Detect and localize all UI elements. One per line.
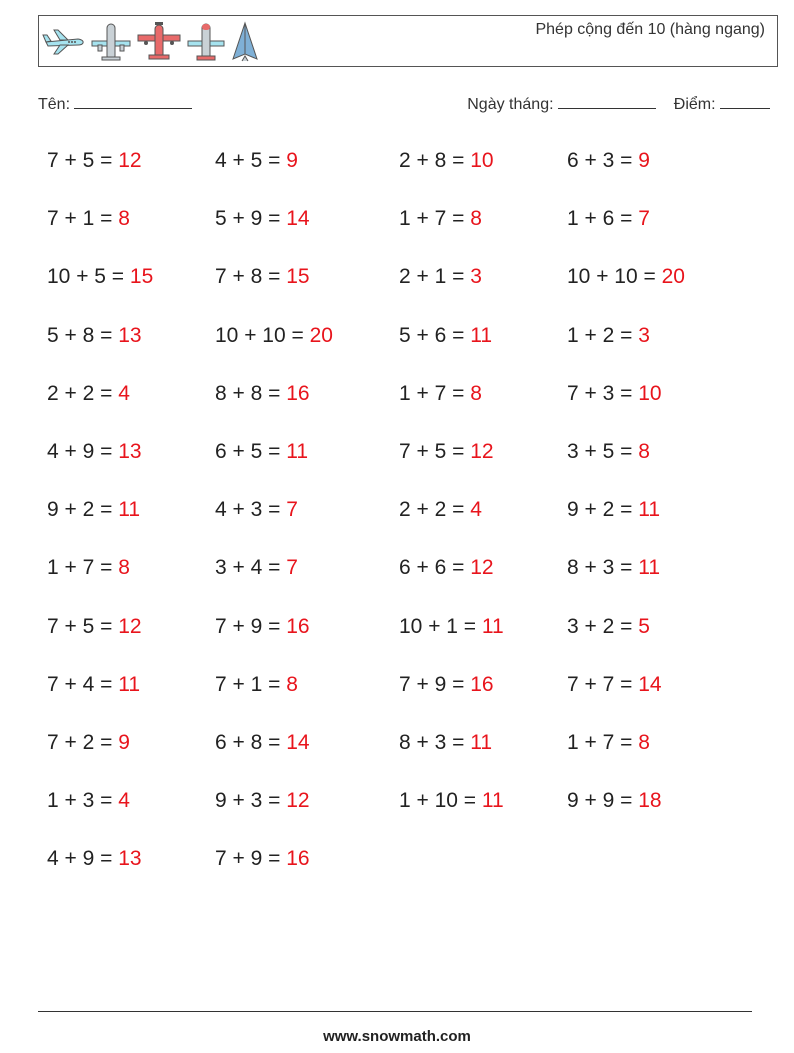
problem-equation: 7 + 9 = (399, 672, 471, 696)
problem-equation: 10 + 10 = (567, 265, 662, 289)
problem-answer: 8 (470, 381, 482, 405)
problem-equation: 5 + 8 = (47, 323, 119, 347)
problem-equation: 9 + 9 = (567, 789, 639, 813)
problem-item (399, 789, 504, 813)
problem-equation: 7 + 1 = (47, 207, 119, 231)
problem-equation: 7 + 4 = (47, 672, 119, 696)
problem-answer: 11 (481, 789, 504, 813)
date-blank (558, 94, 656, 109)
problem-answer: 8 (286, 672, 298, 696)
problem-answer: 11 (118, 498, 141, 522)
problem-item (399, 498, 482, 522)
problem-item (215, 789, 310, 813)
problem-item (567, 498, 660, 522)
problem-answer: 14 (286, 207, 310, 231)
problem-equation: 8 + 3 = (567, 556, 639, 580)
problem-item (47, 498, 140, 522)
problem-answer: 7 (286, 556, 298, 580)
problem-item (399, 207, 482, 231)
problem-equation: 8 + 3 = (399, 731, 471, 754)
problem-equation: 3 + 2 = (567, 614, 639, 638)
problem-answer: 4 (118, 789, 130, 813)
problem-answer: 7 (286, 498, 298, 522)
problem-item (399, 265, 482, 289)
problem-equation: 5 + 6 = (399, 323, 471, 347)
problem-equation: 4 + 9 = (47, 847, 119, 871)
problem-answer: 11 (638, 556, 661, 580)
problem-equation: 10 + 5 = (47, 265, 130, 289)
problem-item (215, 382, 310, 406)
airplane-icon (136, 21, 182, 63)
problem-equation: 10 + 1 = (399, 614, 482, 638)
problem-item (47, 382, 130, 406)
problem-item (215, 324, 333, 348)
problem-item (215, 440, 308, 464)
problem-equation: 2 + 2 = (399, 498, 471, 522)
problem-answer: 8 (638, 440, 650, 463)
problem-answer: 7 (638, 207, 650, 231)
problem-equation: 1 + 2 = (567, 323, 639, 347)
problem-item (567, 789, 662, 813)
problem-item (399, 324, 492, 348)
problem-equation: 7 + 5 = (399, 440, 471, 463)
problem-equation: 7 + 3 = (567, 381, 639, 405)
problem-answer: 13 (118, 440, 142, 463)
problem-equation: 2 + 1 = (399, 265, 471, 289)
problem-item (215, 731, 310, 755)
problem-answer: 9 (118, 731, 130, 754)
icon-strip (42, 21, 260, 63)
problem-equation: 3 + 5 = (567, 440, 639, 463)
problem-item (567, 440, 650, 464)
problem-answer: 12 (118, 614, 142, 638)
problem-equation: 4 + 3 = (215, 498, 287, 522)
problem-answer: 16 (470, 672, 494, 696)
problem-answer: 11 (118, 672, 141, 696)
header-box (38, 15, 778, 67)
problem-equation: 1 + 10 = (399, 789, 482, 813)
problem-equation: 10 + 10 = (215, 323, 310, 347)
problem-item (399, 556, 494, 580)
problem-item (567, 207, 650, 231)
problem-item (47, 324, 142, 348)
name-blank (74, 94, 192, 109)
problem-answer: 18 (638, 789, 662, 813)
worksheet-title: Phép cộng đến 10 (hàng ngang) (535, 21, 765, 38)
problem-equation: 7 + 5 = (47, 149, 119, 172)
problem-answer: 12 (118, 149, 142, 172)
problem-equation: 7 + 5 = (47, 614, 119, 638)
problem-equation: 2 + 2 = (47, 381, 119, 405)
problem-answer: 4 (118, 381, 130, 405)
problem-item (567, 673, 662, 697)
problem-item (47, 789, 130, 813)
problem-answer: 11 (470, 323, 493, 347)
problem-item (215, 615, 310, 639)
problem-answer: 8 (470, 207, 482, 231)
date-label: Ngày tháng: (467, 96, 554, 113)
problem-equation: 7 + 8 = (215, 265, 287, 289)
problem-item (215, 498, 298, 522)
problem-item (567, 731, 650, 755)
problem-item (215, 673, 298, 697)
problem-answer: 15 (286, 265, 310, 289)
problem-equation: 5 + 9 = (215, 207, 287, 231)
airplane-icon (90, 21, 132, 63)
problem-item (215, 847, 310, 871)
problem-item (47, 440, 142, 464)
problem-equation: 7 + 1 = (215, 672, 287, 696)
problem-item (399, 673, 494, 697)
problem-answer: 8 (118, 207, 130, 231)
problem-answer: 16 (286, 847, 310, 871)
jet-icon (230, 21, 260, 63)
name-label: Tên: (38, 96, 71, 113)
problem-item (567, 382, 662, 406)
footer-website: www.snowmath.com (323, 1028, 471, 1045)
problem-equation: 2 + 8 = (399, 149, 471, 172)
problem-equation: 7 + 7 = (567, 672, 639, 696)
problem-item (567, 615, 650, 639)
problem-equation: 6 + 5 = (215, 440, 287, 463)
problem-equation: 1 + 3 = (47, 789, 119, 813)
airplane-icon (186, 21, 226, 63)
problem-answer: 16 (286, 381, 310, 405)
problem-equation: 1 + 7 = (399, 207, 471, 231)
problem-answer: 9 (286, 149, 298, 172)
problem-answer: 9 (638, 149, 650, 172)
problem-answer: 4 (470, 498, 482, 522)
problem-answer: 10 (470, 149, 494, 172)
problem-answer: 11 (638, 498, 661, 522)
problem-equation: 6 + 8 = (215, 731, 287, 754)
problem-item (215, 556, 298, 580)
date-score-fields (467, 94, 770, 114)
problem-item (399, 731, 492, 755)
problem-item (47, 615, 142, 639)
problem-item (567, 556, 660, 580)
footer-divider (38, 1011, 752, 1012)
problem-answer: 15 (129, 265, 154, 289)
problem-item (47, 207, 130, 231)
score-blank (720, 94, 770, 109)
problem-equation: 1 + 6 = (567, 207, 639, 231)
problem-answer: 20 (309, 323, 333, 347)
problem-equation: 1 + 7 = (399, 381, 471, 405)
problem-item (567, 149, 650, 173)
problem-equation: 7 + 9 = (215, 614, 287, 638)
problem-answer: 3 (470, 265, 482, 289)
name-field (38, 94, 192, 114)
problem-item (399, 149, 494, 173)
problem-item (47, 149, 142, 173)
problem-answer: 12 (286, 789, 310, 813)
problem-item (215, 207, 310, 231)
problem-answer: 14 (286, 731, 310, 754)
problem-answer: 12 (470, 440, 494, 463)
problem-equation: 1 + 7 = (567, 731, 639, 754)
problem-answer: 11 (481, 614, 504, 638)
airplane-icon (42, 22, 86, 62)
problem-item (215, 265, 310, 289)
problem-equation: 7 + 2 = (47, 731, 119, 754)
problem-item (215, 149, 298, 173)
problem-answer: 13 (118, 847, 142, 871)
problem-equation: 9 + 3 = (215, 789, 287, 813)
problem-item (399, 440, 494, 464)
problem-equation: 4 + 9 = (47, 440, 119, 463)
problem-equation: 3 + 4 = (215, 556, 287, 580)
problem-equation: 4 + 5 = (215, 149, 287, 172)
problem-answer: 3 (638, 323, 650, 347)
problem-answer: 11 (286, 440, 309, 463)
problem-answer: 5 (638, 614, 650, 638)
problem-answer: 20 (661, 265, 685, 289)
problem-answer: 10 (638, 381, 662, 405)
problem-equation: 9 + 2 = (47, 498, 119, 522)
problem-item (47, 673, 140, 697)
problem-answer: 8 (638, 731, 650, 754)
problem-equation: 9 + 2 = (567, 498, 639, 522)
problem-item (47, 265, 153, 289)
problem-answer: 12 (470, 556, 494, 580)
problem-answer: 14 (638, 672, 662, 696)
problem-answer: 8 (118, 556, 130, 580)
problem-item (47, 556, 130, 580)
score-label: Điểm: (673, 96, 716, 113)
problem-answer: 11 (470, 731, 493, 754)
problem-item (47, 847, 142, 871)
problem-item (567, 265, 685, 289)
problem-equation: 8 + 8 = (215, 381, 287, 405)
problem-equation: 6 + 3 = (567, 149, 639, 172)
problem-item (399, 615, 504, 639)
problem-equation: 7 + 9 = (215, 847, 287, 871)
problem-item (47, 731, 130, 755)
problem-equation: 6 + 6 = (399, 556, 471, 580)
problem-equation: 1 + 7 = (47, 556, 119, 580)
problem-answer: 13 (118, 323, 142, 347)
problem-item (399, 382, 482, 406)
problem-answer: 16 (286, 614, 310, 638)
problem-item (567, 324, 650, 348)
